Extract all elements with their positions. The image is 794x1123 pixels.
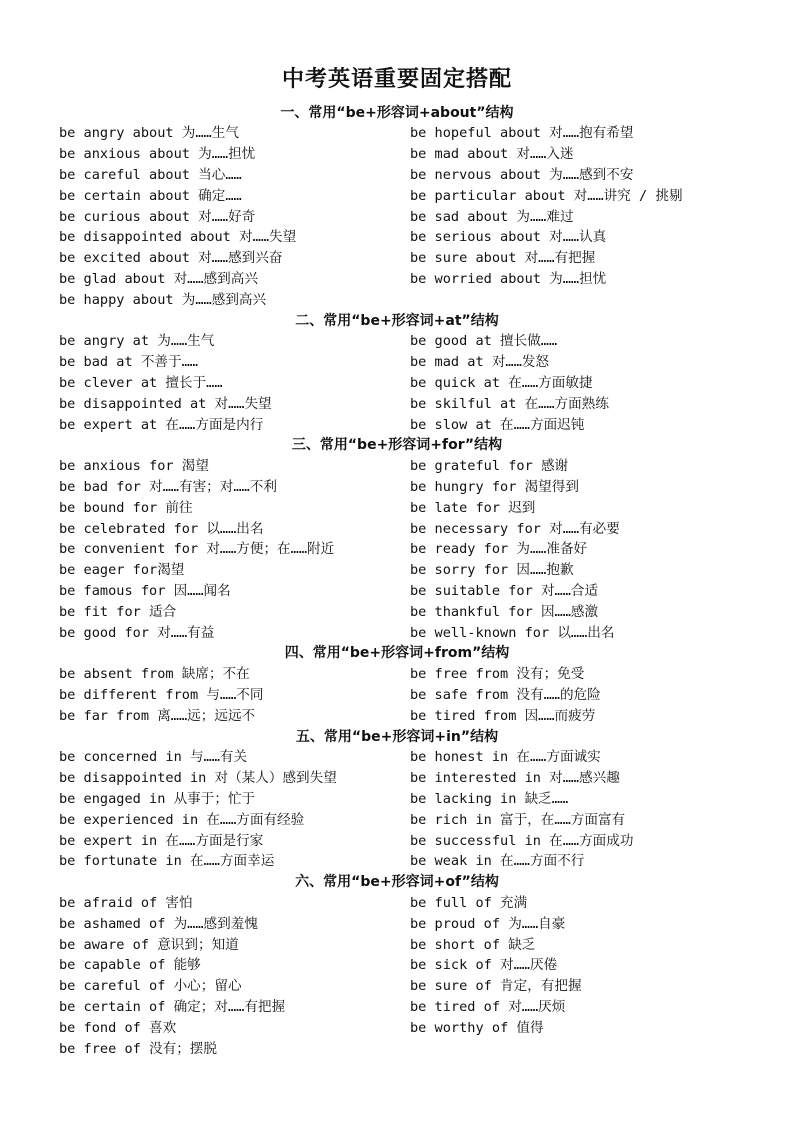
phrase-entry: be angry at 为……生气 bbox=[59, 333, 215, 350]
phrase-entry: be curious about 对……好奇 bbox=[59, 208, 256, 225]
phrase-entry: be honest in 在……方面诚实 bbox=[410, 749, 601, 766]
right-column bbox=[410, 747, 750, 872]
phrase-entry: be certain about 确定…… bbox=[59, 187, 242, 204]
phrase-entry: be glad about 对……感到高兴 bbox=[59, 270, 258, 287]
section-heading: 一、常用“be+形容词+about”结构 bbox=[280, 104, 514, 121]
phrase-entry: be careful of 小心；留心 bbox=[59, 978, 242, 995]
phrase-entry: be angry about 为……生气 bbox=[59, 125, 239, 142]
right-column bbox=[410, 456, 750, 643]
phrase-entry: be excited about 对……感到兴奋 bbox=[59, 250, 283, 267]
phrase-entry: be rich in 富于，在……方面富有 bbox=[410, 811, 626, 828]
phrase-entry: be weak in 在……方面不行 bbox=[410, 853, 585, 870]
phrase-entry: be grateful for 感谢 bbox=[410, 458, 569, 475]
phrase-entry: be bad for 对……有害；对……不利 bbox=[59, 478, 277, 495]
phrase-entry: be concerned in 与……有关 bbox=[59, 749, 248, 766]
phrase-entry: be anxious about 为……担忧 bbox=[59, 146, 256, 163]
phrase-entry: be sure about 对……有把握 bbox=[410, 250, 596, 267]
phrase-entry: be bound for 前往 bbox=[59, 499, 193, 516]
section-heading: 四、常用“be+形容词+from”结构 bbox=[284, 645, 510, 662]
phrase-entry: be expert in 在……方面是行家 bbox=[59, 832, 264, 849]
phrase-entry: be tired from 因……而疲劳 bbox=[410, 707, 596, 724]
phrase-entry: be full of 充满 bbox=[410, 894, 528, 911]
phrase-entry: be happy about 为……感到高兴 bbox=[59, 291, 267, 308]
phrase-entry: be hungry for 渴望得到 bbox=[410, 478, 579, 495]
phrase-entry: be anxious for 渴望 bbox=[59, 458, 209, 475]
phrase-entry: be mad about 对……入迷 bbox=[410, 146, 574, 163]
right-column bbox=[410, 664, 750, 726]
phrase-entry: be sick of 对……厌倦 bbox=[410, 957, 558, 974]
phrase-entry: be far from 离……远；远远不 bbox=[59, 707, 256, 724]
phrase-entry: be ashamed of 为……感到羞愧 bbox=[59, 915, 258, 932]
phrase-entry: be good for 对……有益 bbox=[59, 624, 215, 641]
phrase-entry: be well-known for 以……出名 bbox=[410, 624, 615, 641]
phrase-entry: be expert at 在……方面是内行 bbox=[59, 416, 264, 433]
phrase-entry: be free of 没有；摆脱 bbox=[59, 1040, 217, 1057]
section-heading: 六、常用“be+形容词+of”结构 bbox=[295, 874, 499, 891]
phrase-entry: be fond of 喜欢 bbox=[59, 1019, 177, 1036]
left-column bbox=[59, 456, 409, 643]
phrase-entry: be experienced in 在……方面有经验 bbox=[59, 811, 305, 828]
section-1 bbox=[0, 103, 794, 311]
left-column bbox=[59, 747, 409, 872]
left-column bbox=[59, 331, 409, 435]
phrase-entry: be absent from 缺席；不在 bbox=[59, 666, 250, 683]
phrase-entry: be interested in 对……感兴趣 bbox=[410, 770, 620, 787]
phrase-entry: be tired of 对……厌烦 bbox=[410, 998, 566, 1015]
phrase-entry: be thankful for 因……感激 bbox=[410, 603, 599, 620]
phrase-entry: be proud of 为……自豪 bbox=[410, 915, 566, 932]
phrase-entry: be fortunate in 在……方面幸运 bbox=[59, 853, 275, 870]
section-2 bbox=[0, 311, 794, 436]
phrase-entry: be aware of 意识到；知道 bbox=[59, 936, 239, 953]
phrase-entry: be fit for 适合 bbox=[59, 603, 177, 620]
section-heading: 三、常用“be+形容词+for”结构 bbox=[291, 437, 503, 454]
section-heading: 二、常用“be+形容词+at”结构 bbox=[295, 312, 499, 329]
phrase-entry: be celebrated for 以……出名 bbox=[59, 520, 264, 537]
phrase-entry: be lacking in 缺乏…… bbox=[410, 790, 569, 807]
phrase-entry: be slow at 在……方面迟钝 bbox=[410, 416, 585, 433]
section-6 bbox=[0, 872, 794, 1059]
phrase-entry: be quick at 在……方面敏捷 bbox=[410, 374, 593, 391]
left-column bbox=[59, 664, 409, 726]
phrase-entry: be serious about 对……认真 bbox=[410, 229, 607, 246]
right-column bbox=[410, 331, 750, 435]
section-5 bbox=[0, 727, 794, 873]
section-3 bbox=[0, 435, 794, 643]
phrase-entry: be good at 擅长做…… bbox=[410, 333, 558, 350]
phrase-entry: be worried about 为……担忧 bbox=[410, 270, 607, 287]
phrase-entry: be ready for 为……准备好 bbox=[410, 541, 588, 558]
phrase-entry: be free from 没有；免受 bbox=[410, 666, 585, 683]
phrase-entry: be necessary for 对……有必要 bbox=[410, 520, 620, 537]
phrase-entry: be particular about 对……讲究 / 挑剔 bbox=[410, 187, 683, 204]
left-column bbox=[59, 893, 409, 1059]
phrase-entry: be convenient for 对……方便；在……附近 bbox=[59, 541, 335, 558]
phrase-entry: be suitable for 对……合适 bbox=[410, 582, 599, 599]
page-title: 中考英语重要固定搭配 bbox=[281, 67, 512, 92]
phrase-entry: be disappointed in 对（某人）感到失望 bbox=[59, 770, 337, 787]
phrase-entry: be hopeful about 对……抱有希望 bbox=[410, 125, 634, 142]
phrase-entry: be engaged in 从事于；忙于 bbox=[59, 790, 256, 807]
phrase-entry: be clever at 擅长于…… bbox=[59, 374, 223, 391]
phrase-entry: be afraid of 害怕 bbox=[59, 894, 193, 911]
section-heading: 五、常用“be+形容词+in”结构 bbox=[295, 728, 499, 745]
phrase-entry: be careful about 当心…… bbox=[59, 166, 242, 183]
phrase-entry: be short of 缺乏 bbox=[410, 936, 536, 953]
phrase-entry: be famous for 因……闻名 bbox=[59, 582, 231, 599]
phrase-entry: be sorry for 因……抱歉 bbox=[410, 562, 574, 579]
phrase-entry: be eager for渴望 bbox=[59, 562, 185, 579]
phrase-entry: be skilful at 在……方面熟练 bbox=[410, 395, 609, 412]
phrase-entry: be sure of 肯定，有把握 bbox=[410, 978, 582, 995]
phrase-entry: be bad at 不善于…… bbox=[59, 354, 198, 371]
left-column bbox=[59, 123, 409, 310]
right-column bbox=[410, 893, 750, 1039]
phrase-entry: be nervous about 为……感到不安 bbox=[410, 166, 634, 183]
phrase-entry: be worthy of 值得 bbox=[410, 1019, 544, 1036]
phrase-entry: be disappointed at 对……失望 bbox=[59, 395, 272, 412]
phrase-entry: be safe from 没有……的危险 bbox=[410, 686, 601, 703]
phrase-entry: be successful in 在……方面成功 bbox=[410, 832, 634, 849]
phrase-entry: be sad about 为……难过 bbox=[410, 208, 574, 225]
section-4 bbox=[0, 643, 794, 726]
phrase-entry: be certain of 确定；对……有把握 bbox=[59, 998, 286, 1015]
phrase-entry: be late for 迟到 bbox=[410, 499, 536, 516]
phrase-entry: be mad at 对……发怒 bbox=[410, 354, 549, 371]
phrase-entry: be different from 与……不同 bbox=[59, 686, 264, 703]
phrase-entry: be disappointed about 对……失望 bbox=[59, 229, 297, 246]
phrase-entry: be capable of 能够 bbox=[59, 957, 201, 974]
right-column bbox=[410, 123, 750, 289]
